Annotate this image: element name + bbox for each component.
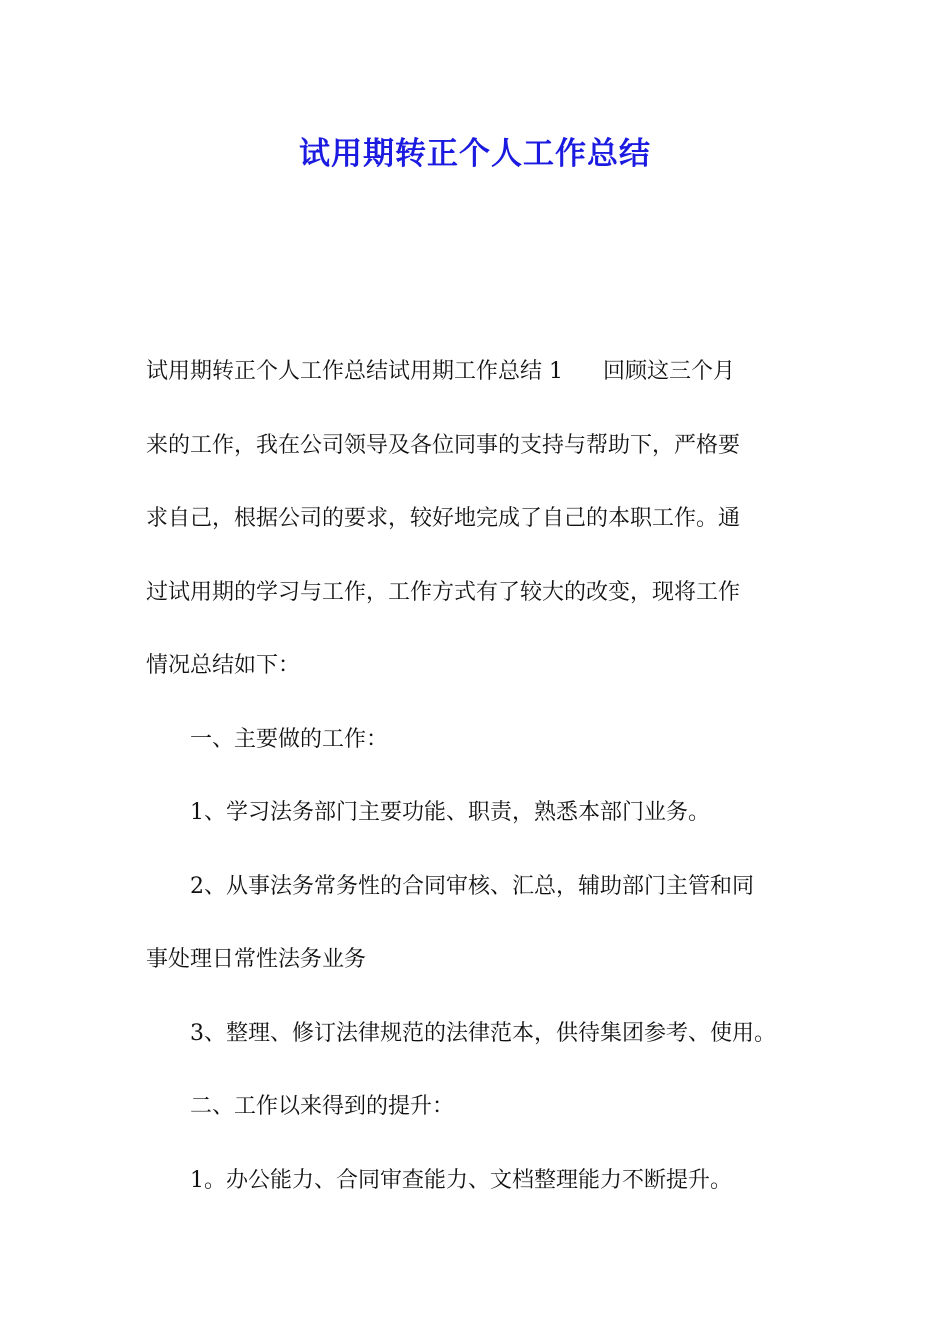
paragraph-line-2: 来的工作，我在公司领导及各位同事的支持与帮助下，严格要 [146, 432, 741, 458]
intro-start-text: 回顾这三个月 [603, 359, 736, 384]
paragraph-line-5: 情况总结如下： [146, 653, 301, 678]
list-item-2-continued: 事处理日常性法务业务 [146, 947, 367, 972]
list-item-1: 1、学习法务部门主要功能、职责，熟悉本部门业务。 [190, 800, 710, 825]
paragraph-line-4: 过试用期的学习与工作，工作方式有了较大的改变，现将工作 [146, 579, 741, 605]
intro-heading-text: 试用期转正个人工作总结试用期工作总结 1 [146, 359, 563, 384]
paragraph-line-1 [146, 335, 826, 409]
list-item-3: 3、整理、修订法律规范的法律范本，供待集团参考、使用。 [190, 1020, 776, 1046]
section-heading-improvement: 二、工作以来得到的提升： [190, 1094, 455, 1119]
list-item-improvement-1: 1。办公能力、合同审查能力、文档整理能力不断提升。 [190, 1167, 732, 1193]
paragraph-line-3: 求自己，根据公司的要求，较好地完成了自己的本职工作。通 [146, 506, 741, 531]
list-item-2: 2、从事法务常务性的合同审核、汇总，辅助部门主管和同 [190, 873, 754, 899]
document-body [146, 335, 826, 1217]
document-title: 试用期转正个人工作总结 [299, 136, 651, 172]
section-heading-main-work: 一、主要做的工作： [190, 726, 389, 752]
